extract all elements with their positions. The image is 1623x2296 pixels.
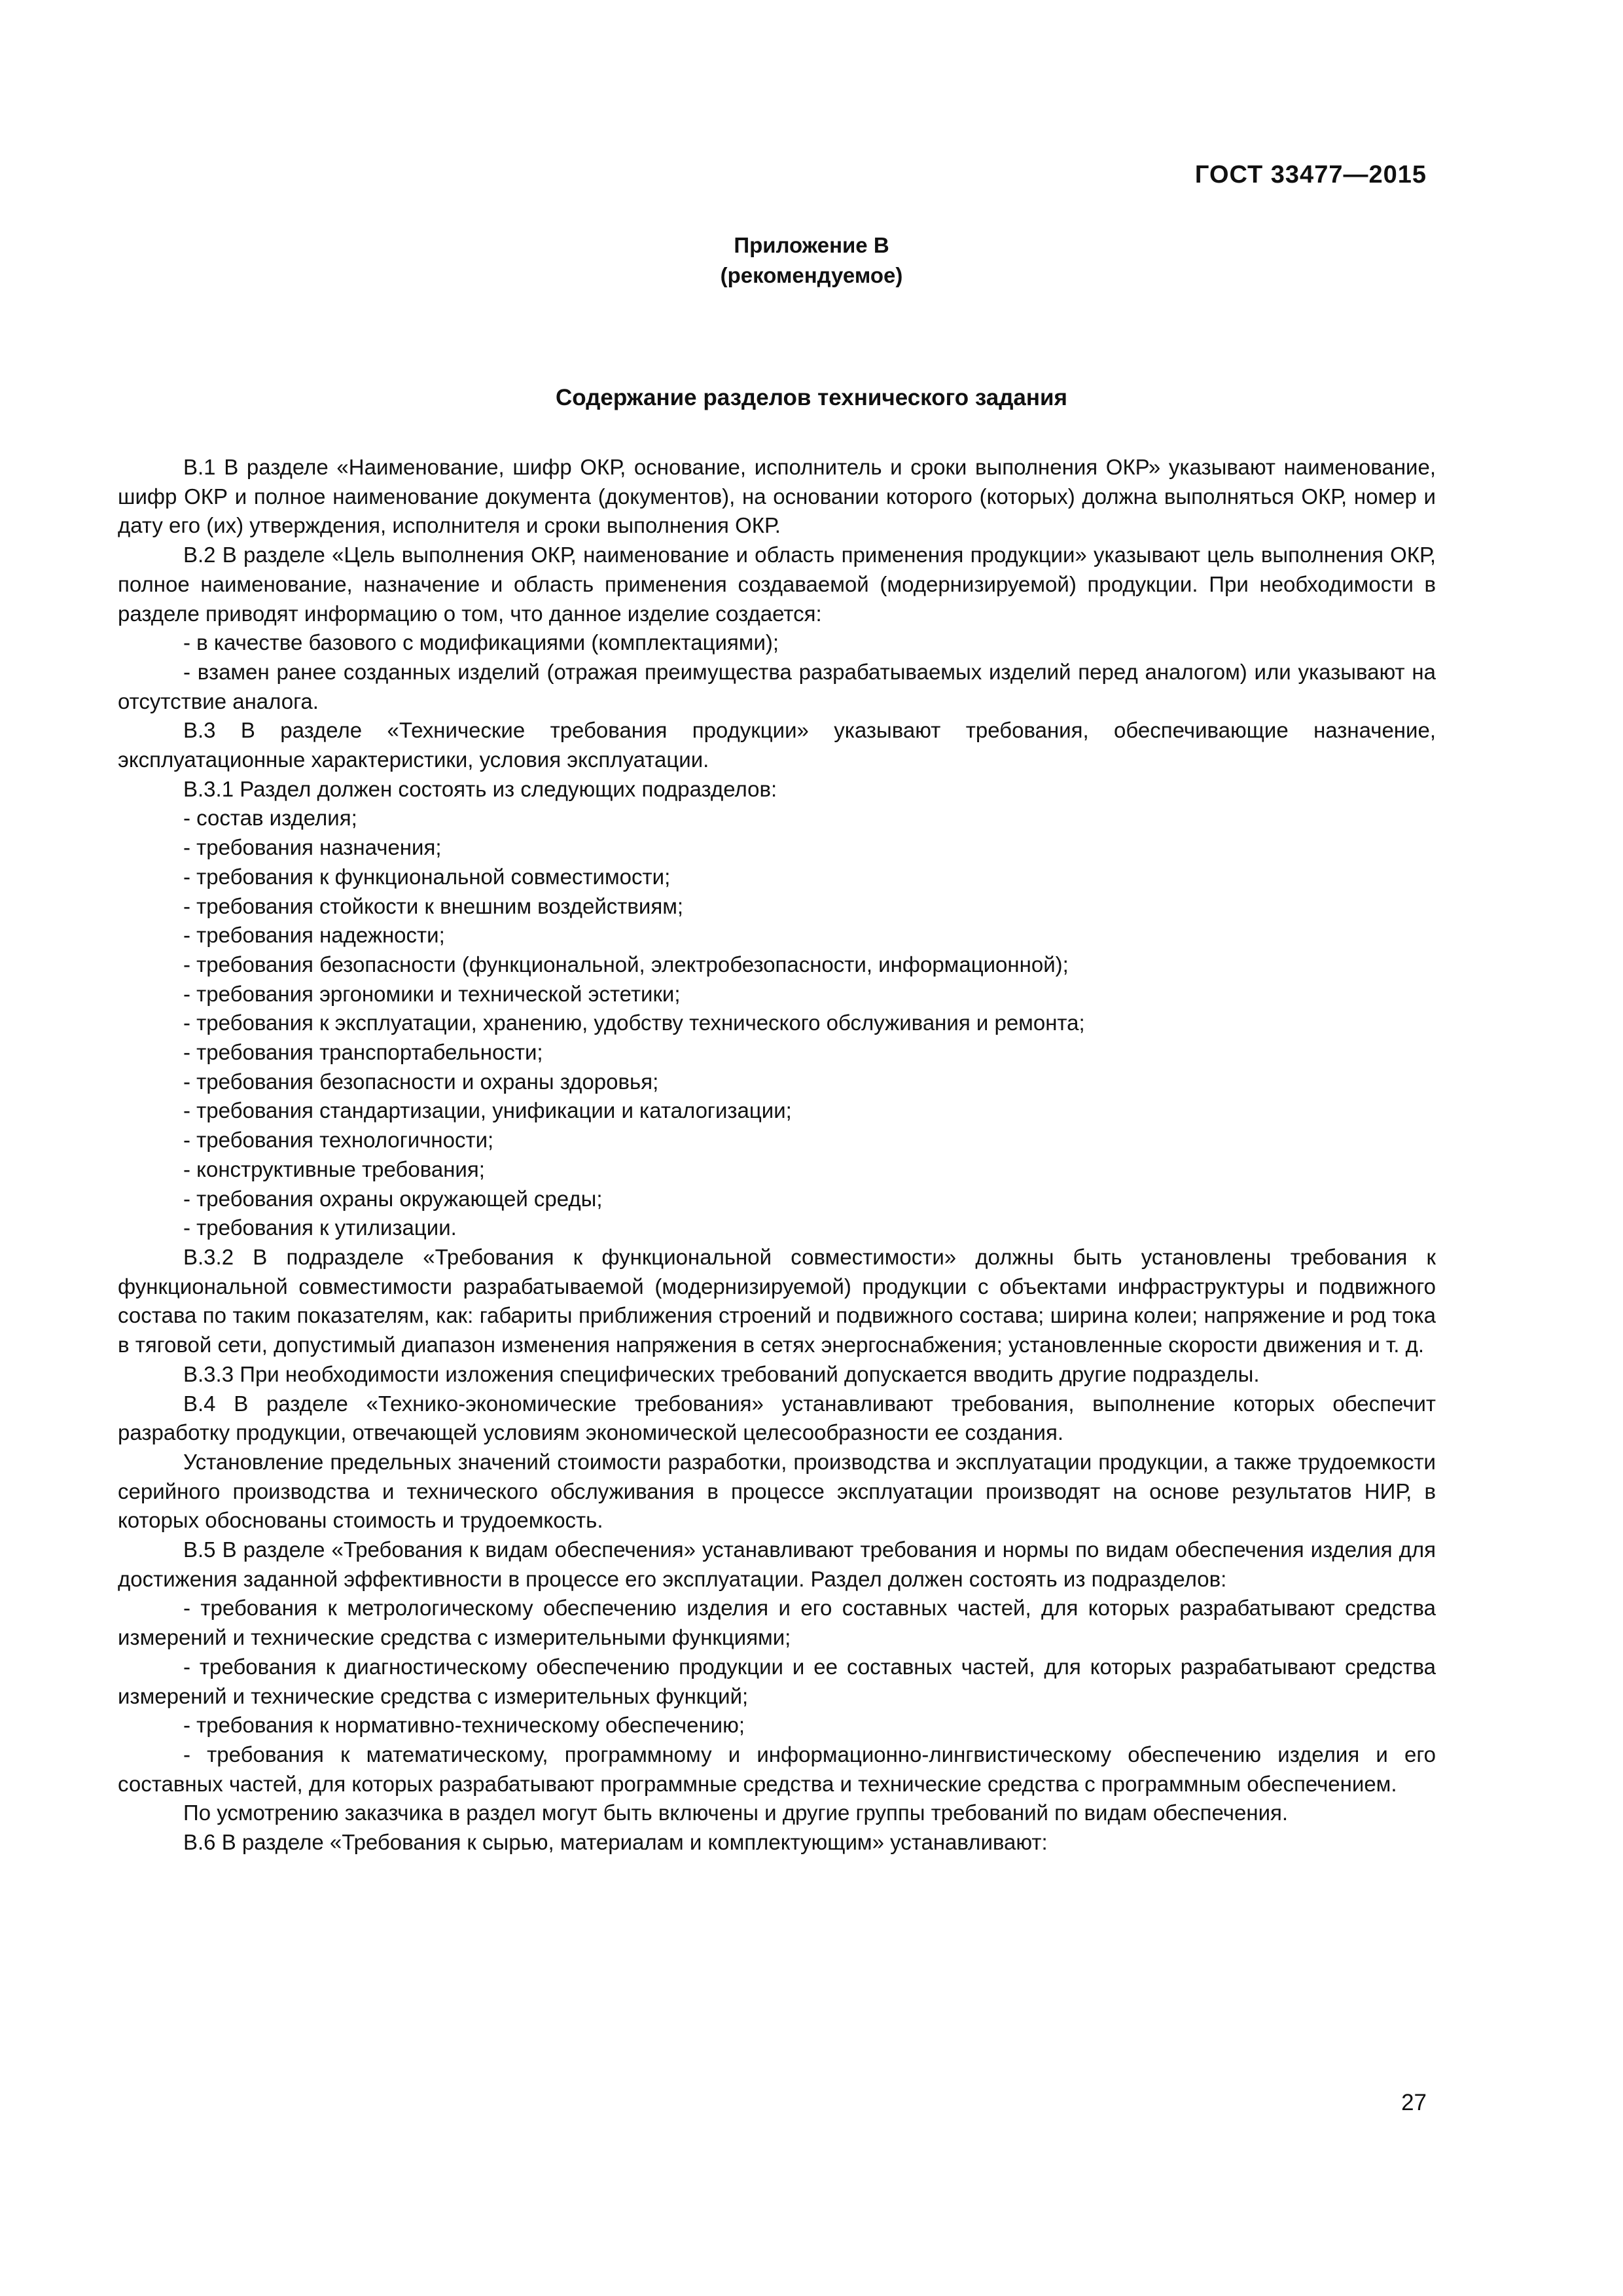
appendix-heading	[0, 230, 1623, 291]
paragraph-b6: В.6 В разделе «Требования к сырью, материалам и комплектующим» устанавливают:	[183, 1830, 1048, 1855]
list-item: - требования к диагностическому обеспечению продукции и ее составных частей, для которых разрабатывают средства измерений и технические средства с измерительных функций;	[118, 1654, 1436, 1708]
list-item: - требования к функциональной совместимости;	[183, 864, 671, 889]
list-item: - требования к эксплуатации, хранению, удобству технического обслуживания и ремонта;	[183, 1011, 1085, 1035]
list-item: - требования эргономики и технической эстетики;	[183, 981, 681, 1006]
list-item: - требования технологичности;	[183, 1128, 494, 1153]
page-number: 27	[1401, 2090, 1427, 2115]
paragraph-b2: В.2 В разделе «Цель выполнения ОКР, наименование и область применения продукции» указывают цель выполнения ОКР, полное наименование, назначение и область применения создаваемой (модернизируемой) продукции. При необходимости в разделе приводят информацию о том, что данное изделие создается:	[118, 543, 1436, 626]
list-item: - требования охраны окружающей среды;	[183, 1186, 603, 1211]
list-item: - требования транспортабельности;	[183, 1040, 543, 1065]
paragraph-b3: В.3 В разделе «Технические требования продукции» указывают требования, обеспечивающие назначение, эксплуатационные характеристики, условия эксплуатации.	[118, 718, 1436, 772]
list-item: - требования стойкости к внешним воздействиям;	[183, 893, 684, 918]
paragraph-b3-3: В.3.3 При необходимости изложения специфических требований допускается вводить другие подразделы.	[183, 1361, 1260, 1386]
list-item: - требования надежности;	[183, 923, 445, 948]
list-item: - требования к утилизации.	[183, 1215, 457, 1240]
paragraph-b3-1: В.3.1 Раздел должен состоять из следующих подразделов:	[183, 776, 777, 801]
paragraph-b3-2: В.3.2 В подразделе «Требования к функциональной совместимости» должны быть установлены требования к функциональной совместимости разрабатываемой (модернизируемой) продукции с объектами инфраструктуры и подвижного состава по таким показателям, как: габариты приближения строений и подвижного состава; ширина колеи; напряжение и род тока в тяговой сети, допустимый диапазон изменения напряжения в сетях энергоснабжения; установленные скорости движения и т. д.	[118, 1244, 1436, 1357]
appendix-status: (рекомендуемое)	[720, 263, 903, 287]
list-item: - конструктивные требования;	[183, 1157, 485, 1181]
list-item: - требования к нормативно-техническому обеспечению;	[183, 1713, 745, 1738]
list-item: - требования назначения;	[183, 835, 442, 860]
list-item: - взамен ранее созданных изделий (отражая преимущества разрабатываемых изделий перед аналогом) или указывают на отсутствие аналога.	[118, 659, 1436, 713]
paragraph-b5: В.5 В разделе «Требования к видам обеспечения» устанавливают требования и нормы по видам обеспечения изделия для достижения заданной эффективности в процессе его эксплуатации. Раздел должен состоять из подразделов:	[118, 1537, 1436, 1591]
document-body	[118, 453, 1436, 1857]
list-item: - состав изделия;	[183, 806, 357, 831]
list-item: - требования стандартизации, унификации и каталогизации;	[183, 1098, 792, 1123]
paragraph: По усмотрению заказчика в раздел могут быть включены и другие группы требований по видам обеспечения.	[183, 1801, 1289, 1825]
standard-code: ГОСТ 33477—2015	[1194, 161, 1427, 188]
list-item: - требования к математическому, программному и информационно-лингвистическому обеспечению изделия и его составных частей, для которых разрабатывают программные средства и технические средства с программным обеспечением.	[118, 1742, 1436, 1796]
paragraph-b1: В.1 В разделе «Наименование, шифр ОКР, основание, исполнитель и сроки выполнения ОКР» указывают наименование, шифр ОКР и полное наименование документа (документов), на основании которого (которых) должна выполняться ОКР, номер и дату его (их) утверждения, исполнителя и сроки выполнения ОКР.	[118, 455, 1436, 538]
section-title: Содержание разделов технического задания	[556, 385, 1067, 410]
list-item: - требования к метрологическому обеспечению изделия и его составных частей, для которых разрабатывают средства измерений и технические средства с измерительными функциями;	[118, 1596, 1436, 1650]
list-item: - в качестве базового с модификациями (комплектациями);	[183, 630, 779, 655]
list-item: - требования безопасности и охраны здоровья;	[183, 1069, 659, 1094]
paragraph-b4: В.4 В разделе «Технико-экономические требования» устанавливают требования, выполнение которых обеспечит разработку продукции, отвечающей условиям экономической целесообразности ее создания.	[118, 1391, 1436, 1445]
list-item: - требования безопасности (функциональной, электробезопасности, информационной);	[183, 952, 1069, 977]
paragraph: Установление предельных значений стоимости разработки, производства и эксплуатации продукции, а также трудоемкости серийного производства и технического обслуживания в процессе эксплуатации производят на основе результатов НИР, в которых обоснованы стоимость и трудоемкость.	[118, 1449, 1436, 1533]
appendix-title: Приложение В	[734, 233, 889, 257]
